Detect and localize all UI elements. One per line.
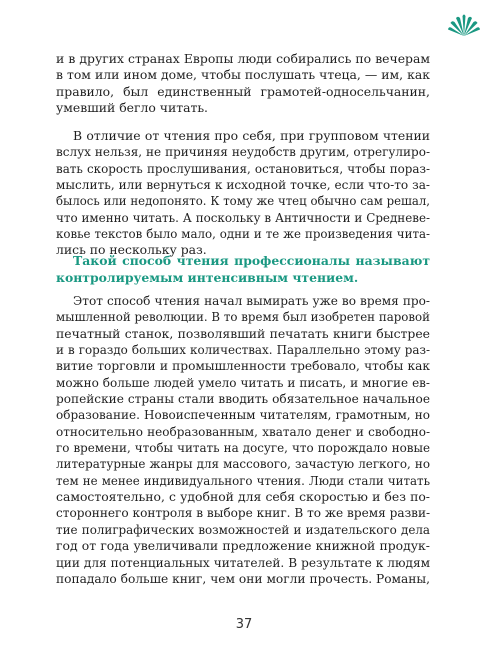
text-line: правило, был единственный грамотей-односельчанин, [56,83,430,99]
text-line: самостоятельно, с удобной для себя скоростью и без по- [56,489,430,505]
text-line: тем не менее индивидуального чтения. Люди стали читать [56,473,430,488]
text-line: витие торговли и промышленности требовало, чтобы как [56,359,430,374]
text-line: в том или ином доме, чтобы послушать чтеца, — им, как [56,67,430,83]
text-line: вслух нельзя, не причиняя неудобств другим, отрегулиро- [56,145,430,160]
text-line: ции для потенциальных читателей. В результате к людям [56,555,430,570]
text-line: вать скорость прослушивания, остановиться, чтобы порaз- [56,161,430,176]
text-line: тие полиграфических возможностей и издательского дела [56,522,430,537]
callout-line: Такой способ чтения профессионалы называют [73,253,430,268]
page-number: 37 [235,617,253,632]
text-line: былось или недопонято. К тому же чтец обычно сам решал, [56,194,430,209]
text-line: го времени, чтобы читать на досуге, что порождало новые [56,441,430,456]
text-line: что именно читать. А поскольку в Античности и Средневе- [56,210,430,225]
text-line: печатный станок, позволявший печатать книги быстрее [56,325,430,341]
text-line: Этот способ чтения начал вымирать уже во время про- [73,294,430,308]
callout-line: контролируемым интенсивным чтением. [56,270,359,285]
text-line: ропейские страны стали вводить обязательное начальное [56,392,430,407]
text-line: и в гораздо больших количествах. Параллельно этому раз- [56,343,430,358]
lotus-fan-icon [447,12,481,38]
text-line: мышленной революции. В то время был изобретен паровой [56,310,430,325]
text-line: литературные жанры для массового, зачастую легкого, но [56,457,430,472]
text-line: стороннего контроля в выборе книг. В то же время разви- [56,506,431,521]
text-line: мыслить, или вернуться к исходной точке, если что-то за- [56,178,430,193]
highlight-callout [56,252,430,286]
text-line: умевший бегло читать. [56,100,208,116]
paragraph-3 [56,293,430,587]
text-line: ковье текстов было мало, одни и те же произведения чита- [56,227,430,242]
text-line: попадало больше книг, чем они могли прочесть. Романы, [56,571,430,586]
text-line: В отличие от чтения про себя, при групповом чтении [73,128,430,143]
text-line: год от года увеличивали предложение книжной продук- [56,538,430,554]
text-line: образование. Новоиспеченным читателям, грамотным, но [56,408,430,423]
text-line: можно больше людей умело читать и писать, и многие ев- [56,375,430,390]
text-line: лись по нескольку раз. [56,242,207,258]
paragraph-2 [56,128,430,259]
paragraph-1 [56,51,430,116]
text-line: относительно необразованным, хватало денег и свободно- [56,424,430,439]
text-line: и в других странах Европы люди собирались по вечерам [56,51,430,66]
